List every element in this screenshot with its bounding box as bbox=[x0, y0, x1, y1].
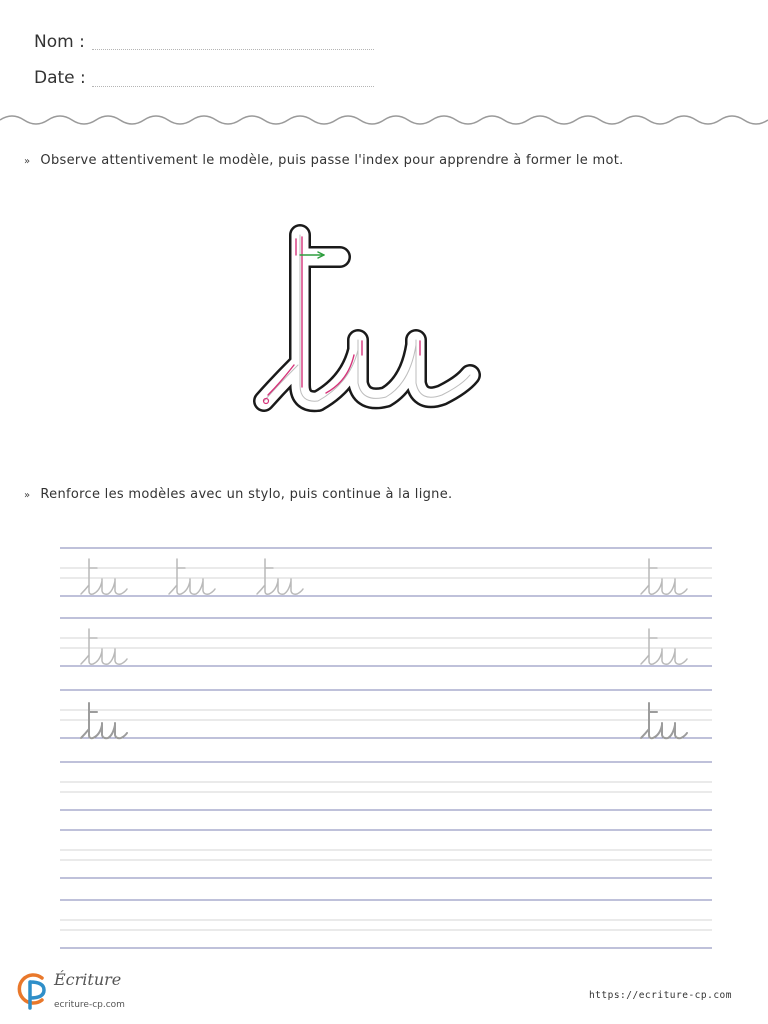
double-chevron-icon: » bbox=[24, 490, 31, 501]
trace-word-tu[interactable] bbox=[169, 559, 215, 594]
trace-word-tu[interactable] bbox=[641, 629, 687, 664]
ecriture-logo-icon bbox=[12, 968, 52, 1012]
trace-word-tu[interactable] bbox=[81, 629, 127, 664]
date-label: Date : bbox=[34, 68, 86, 88]
name-field[interactable] bbox=[92, 49, 374, 50]
logo-text: Écriture bbox=[54, 970, 122, 989]
trace-word-tu[interactable] bbox=[641, 703, 687, 738]
site-url-link[interactable]: https://ecriture-cp.com bbox=[588, 990, 732, 1001]
instruction-observe bbox=[24, 153, 624, 168]
practice-area bbox=[0, 540, 768, 960]
trace-word-tu[interactable] bbox=[257, 559, 303, 594]
instruction-renforce bbox=[24, 487, 452, 502]
instruction-renforce-text: Renforce les modèles avec un stylo, puis continue à la ligne. bbox=[40, 487, 453, 502]
double-chevron-icon: » bbox=[24, 156, 31, 167]
trace-word-tu[interactable] bbox=[81, 559, 127, 594]
date-field[interactable] bbox=[92, 86, 374, 87]
trace-word-tu[interactable] bbox=[81, 703, 127, 738]
instruction-observe-text: Observe attentivement le modèle, puis passe l'index pour apprendre à former le mot. bbox=[40, 153, 624, 168]
logo-url: ecriture-cp.com bbox=[54, 1000, 125, 1010]
trace-word-tu[interactable] bbox=[641, 559, 687, 594]
wavy-separator bbox=[0, 108, 768, 132]
name-label: Nom : bbox=[34, 32, 85, 52]
model-word-tu bbox=[240, 215, 500, 425]
